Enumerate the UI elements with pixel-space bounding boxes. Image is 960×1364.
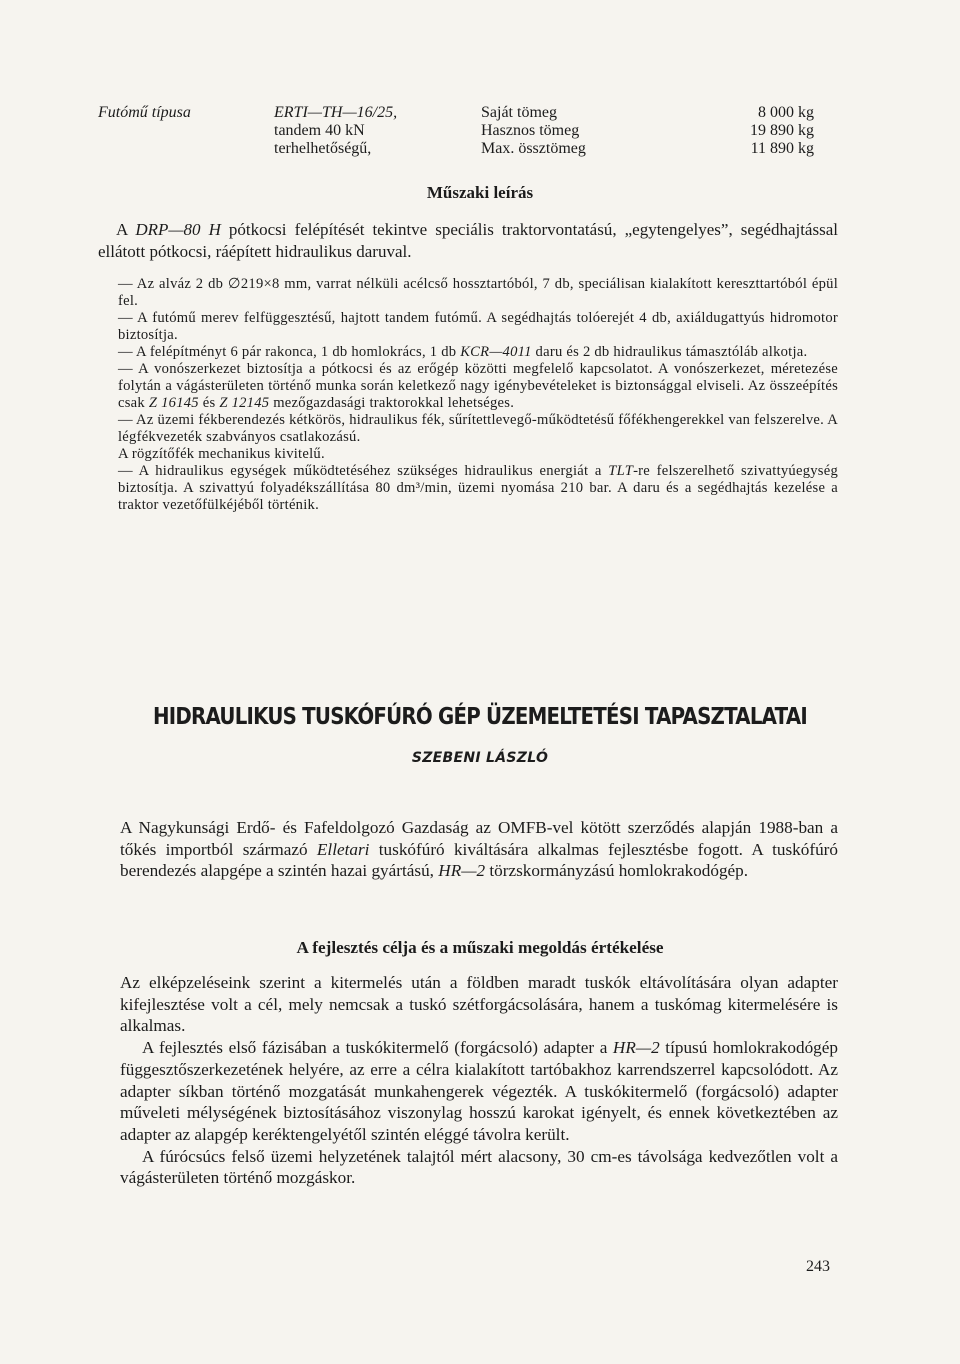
weight-label: Saját tömeg bbox=[481, 104, 557, 121]
model-name: DRP—80 H bbox=[135, 220, 221, 239]
text: és bbox=[198, 395, 220, 411]
model-name: HR—2 bbox=[438, 861, 486, 881]
spec-chassis-line: ERTI—TH—16/25, bbox=[274, 104, 398, 121]
list-item: — Az alváz 2 db ∅219×8 mm, varrat nélküli acélcső hossztartóból, 7 db, speciálisan kialakított kereszttartóból épül fel. bbox=[118, 276, 838, 310]
list-item-continuation: A rögzítőfék mechanikus kivitelű. bbox=[118, 446, 325, 462]
section-heading-muszaki: Műszaki leírás bbox=[426, 183, 534, 202]
spec-chassis-line: terhelhetőségű, bbox=[274, 140, 372, 157]
spec-label: Futómű típusa bbox=[98, 104, 191, 121]
list-item bbox=[118, 344, 838, 361]
text: A fejlesztés első fázisában a tuskókitermelő (forgácsoló) adapter a bbox=[142, 1038, 613, 1058]
paragraph: Az elképzeléseink szerint a kitermelés után a földben maradt tuskók eltávolítására olyan adapter kifejlesztése volt a cél, mely nemcsak a tuskó szétforgácsolására, hanem a tuskómag kitermelésére is alkalmas. bbox=[120, 973, 838, 1036]
text: daru és 2 db hidraulikus támasztóláb alkotja. bbox=[531, 344, 808, 360]
article-body-intro bbox=[120, 817, 838, 882]
text: típusú homlokrakodógép függesztőszerkezetének helyére, az erre a célra kialakított tartóbakhoz karrendszerrel kapcsolódott. Az adapter síkban történő mozgatását munkahengerek végezték. A tuskókitermelő (forgácsoló) adapter műveleti mélységének biztosításához viszonylag hosszú karokat igényelt, és ennek következtében az adapter az alapgép keréktengelyétől szintén eléggé távolra került. bbox=[120, 1038, 838, 1144]
text: A felépítményt 6 pár rakonca, 1 db homlokrács, 1 db bbox=[135, 344, 461, 360]
text: A Nagykunsági Erdő- és Fafeldolgozó Gazdaság az OMFB-vel kötött szerződés alapján 1988-ban a tőkés importból származó bbox=[120, 818, 838, 859]
brand-name: Elletari bbox=[316, 839, 370, 859]
list-item bbox=[118, 463, 838, 514]
paragraph bbox=[120, 817, 838, 882]
list-item: — Az üzemi fékberendezés kétkörös, hidraulikus fék, sűrítettlevegő-működtetésű főfékhengerekkel van felszerelve. A légfékvezeték szabványos csatlakozású. bbox=[118, 412, 838, 446]
spec-list bbox=[118, 276, 838, 514]
model-name: HR—2 bbox=[612, 1038, 660, 1058]
text: mezőgazdasági traktorokkal lehetséges. bbox=[269, 395, 515, 411]
text: törzskormányzású homlokrakodógép. bbox=[485, 861, 749, 881]
tractor-model: Z 16145 bbox=[148, 395, 199, 411]
section-heading: A fejlesztés célja és a műszaki megoldás értékelése bbox=[296, 938, 664, 957]
weight-value: 8 000 kg bbox=[758, 104, 814, 121]
spec-chassis-line: tandem 40 kN bbox=[274, 122, 365, 139]
spec-block bbox=[98, 104, 814, 160]
article-author: SZEBENI LÁSZLÓ bbox=[411, 750, 549, 766]
text: A hidraulikus egységek működtetéséhez szükséges hidraulikus energiát a bbox=[138, 463, 609, 479]
text: A bbox=[116, 220, 136, 239]
weight-label: Hasznos tömeg bbox=[481, 122, 580, 139]
weight-value: 19 890 kg bbox=[750, 122, 814, 139]
weight-label: Max. össztömeg bbox=[481, 140, 586, 157]
weight-value: 11 890 kg bbox=[750, 140, 814, 157]
model-name: KCR—4011 bbox=[460, 344, 532, 360]
spec-weight-values bbox=[750, 104, 814, 158]
text: -re felszerelhető szivattyúegység biztosítja. A szivattyú folyadékszállítása 80 dm³/min, üzemi nyomása 210 bar. A daru és a segédhajtás kezelése a traktor vezetőfülkéjéből történik. bbox=[118, 463, 838, 513]
paragraph bbox=[120, 1037, 838, 1146]
text: A vonószerkezet biztosítja a pótkocsi és az erőgép közötti megfelelő kapcsolatot. A vonószerkezet, méretezése folytán a vágásterületen történő munka során keletkező nagy igénybevételeket is biztonsággal elviseli. Az összeépítés csak bbox=[118, 361, 839, 411]
spec-weight-labels bbox=[481, 104, 586, 158]
spec-chassis bbox=[274, 104, 397, 158]
article-body bbox=[120, 972, 838, 1189]
list-item: — A futómű merev felfüggesztésű, hajtott tandem futómű. A segédhajtás tolóerejét 4 db, axiáldugattyús hidromotor biztosítja. bbox=[118, 310, 838, 344]
list-item bbox=[118, 361, 838, 412]
model-name: TLT bbox=[608, 463, 634, 479]
intro-paragraph bbox=[98, 219, 838, 262]
page-number: 243 bbox=[806, 1258, 830, 1275]
paragraph: A fúrócsúcs felső üzemi helyzetének talajtól mért alacsony, 30 cm-es távolsága kedvezőtlen volt a vágásterületen történő mozgáskor. bbox=[120, 1146, 838, 1188]
text: tuskófúró kiváltására alkalmas fejlesztésbe fogott. A tuskófúró berendezés alapgépe a szintén hazai gyártású, bbox=[120, 839, 838, 881]
tractor-model: Z 12145 bbox=[219, 395, 270, 411]
article-title: HIDRAULIKUS TUSKÓFÚRÓ GÉP ÜZEMELTETÉSI TAPASZTALATAI bbox=[153, 704, 807, 730]
text: pótkocsi felépítését tekintve speciális traktorvontatású, „egytengelyes”, segédhajtással ellátott pótkocsi, ráépített hidraulikus daruval. bbox=[98, 220, 838, 261]
